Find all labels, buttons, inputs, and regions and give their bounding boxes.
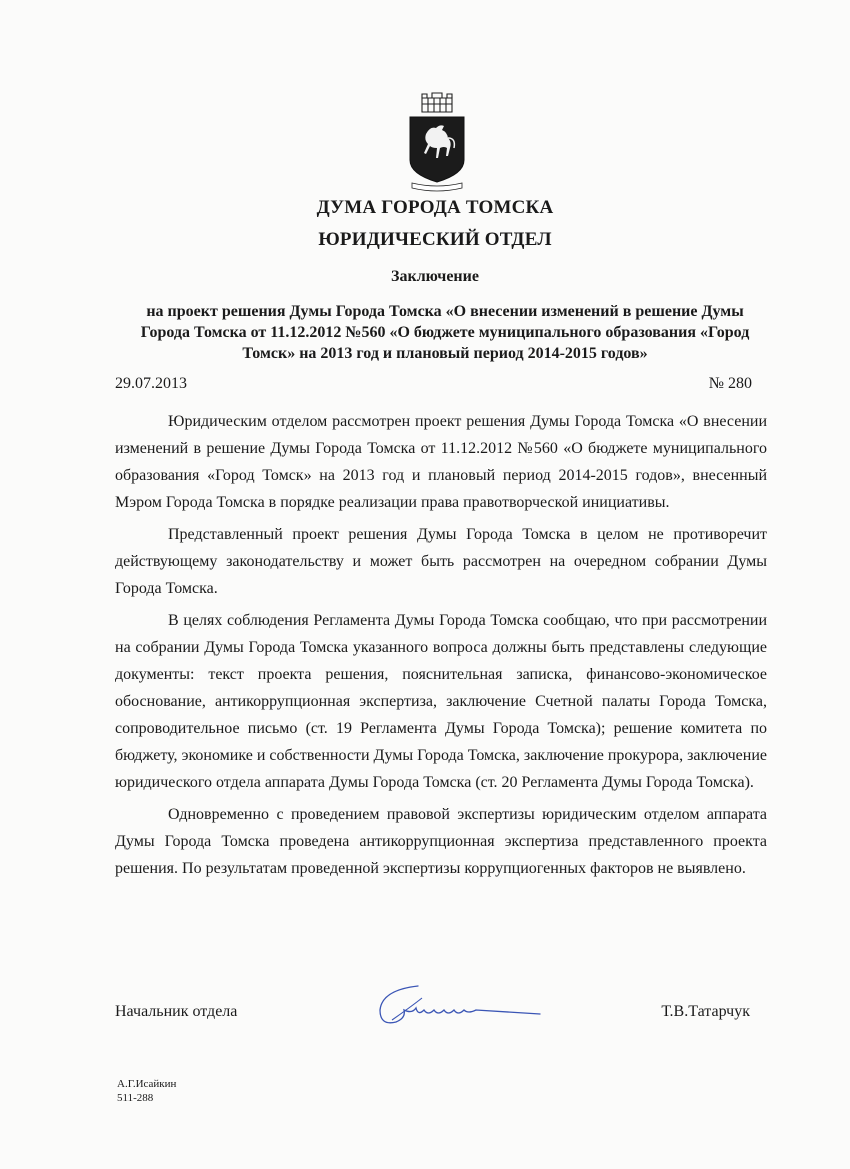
document-type: Заключение [391,268,479,285]
executor-phone: 511-288 [117,1092,154,1104]
document-body [115,408,767,887]
body-paragraph: Одновременно с проведением правовой экспертизы юридическим отделом аппарата Думы Города Томска проведена антикоррупционная экспертиза представленного проекта решения. По результатам проведенной экспертизы коррупциогенных факторов не выявлено. [115,806,767,877]
department-name: ЮРИДИЧЕСКИЙ ОТДЕЛ [318,229,552,250]
executor-name: А.Г.Исайкин [117,1078,177,1090]
document-number: № 280 [708,375,752,392]
executor-info [117,1077,176,1105]
handwritten-signature-icon [372,980,542,1036]
document-subject: на проект решения Думы Города Томска «О внесении изменений в решение Думы Города Томска от 11.12.2012 №560 «О бюджете муниципального образования «Город Томск» на 2013 год и плановый период 2014-2015 годов» [140,303,750,362]
signatory-name: Т.В.Татарчук [661,1003,750,1020]
signatory-role: Начальник отдела [115,1003,238,1020]
organization-name: ДУМА ГОРОДА ТОМСКА [316,197,554,218]
tomsk-coat-of-arms-icon [404,90,470,194]
document-date: 29.07.2013 [115,375,187,392]
body-paragraph: В целях соблюдения Регламента Думы Города Томска сообщаю, что при рассмотрении на собрании Думы Города Томска указанного вопроса должны быть представлены следующие документы: текст проекта решения, пояснительная записка, финансово-экономическое обоснование, антикоррупционная экспертиза, заключение Счетной палаты Города Томска, сопроводительное письмо (ст. 19 Регламента Думы Города Томска); решение комитета по бюджету, экономике и собственности Думы Города Томска, заключение прокурора, заключение юридического отдела аппарата Думы Города Томска (ст. 20 Регламента Думы Города Томска). [115,612,767,791]
body-paragraph: Юридическим отделом рассмотрен проект решения Думы Города Томска «О внесении изменений в решение Думы Города Томска от 11.12.2012 №560 «О бюджете муниципального образования «Город Томск» на 2013 год и плановый период 2014-2015 годов», внесенный Мэром Города Томска в порядке реализации права правотворческой инициативы. [115,413,767,511]
body-paragraph: Представленный проект решения Думы Города Томска в целом не противоречит действующему законодательству и может быть рассмотрен на очередном собрании Думы Города Томска. [115,526,767,597]
